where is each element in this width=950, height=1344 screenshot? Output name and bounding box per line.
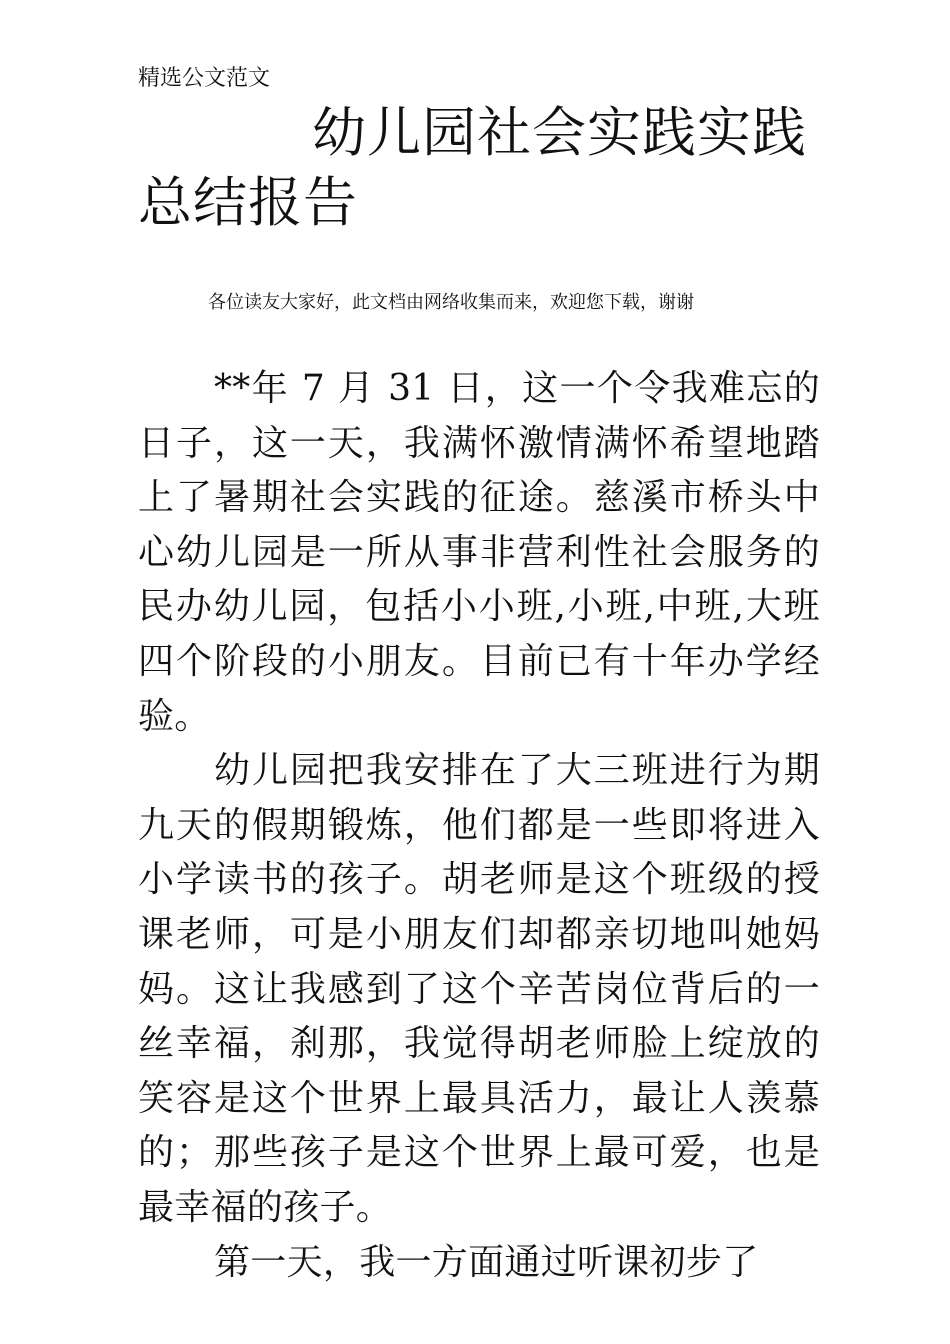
paragraph-1: **年 7 月 31 日，这一个令我难忘的日子，这一天，我满怀激情满怀希望地踏上了暑期社会实践的征途。慈溪市桥头中心幼儿园是一所从事非营利性社会服务的民办幼儿园，包括小小班,小班,中班,大班四个阶段的小朋友。目前已有十年办学经验。 bbox=[138, 368, 820, 737]
header-label: 精选公文范文 bbox=[138, 66, 271, 91]
paragraph-3: 第一天，我一方面通过听课初步了 bbox=[214, 1241, 759, 1283]
document-title: 幼儿园社会实践实践总结报告 bbox=[138, 101, 807, 234]
paragraph-2: 幼儿园把我安排在了大三班进行为期九天的假期锻炼，他们都是一些即将进入小学读书的孩子。胡老师是这个班级的授课老师，可是小朋友们却都亲切地叫她妈妈。这让我感到了这个辛苦岗位背后的一丝幸福，刹那，我觉得胡老师脸上绽放的笑容是这个世界上最具活力，最让人羡慕的；那些孩子是这个世界上最可爱，也是最幸福的孩子。 bbox=[138, 750, 820, 1228]
document-body bbox=[138, 362, 820, 1290]
intro-note: 各位读友大家好，此文档由网络收集而来，欢迎您下载，谢谢 bbox=[208, 292, 694, 313]
